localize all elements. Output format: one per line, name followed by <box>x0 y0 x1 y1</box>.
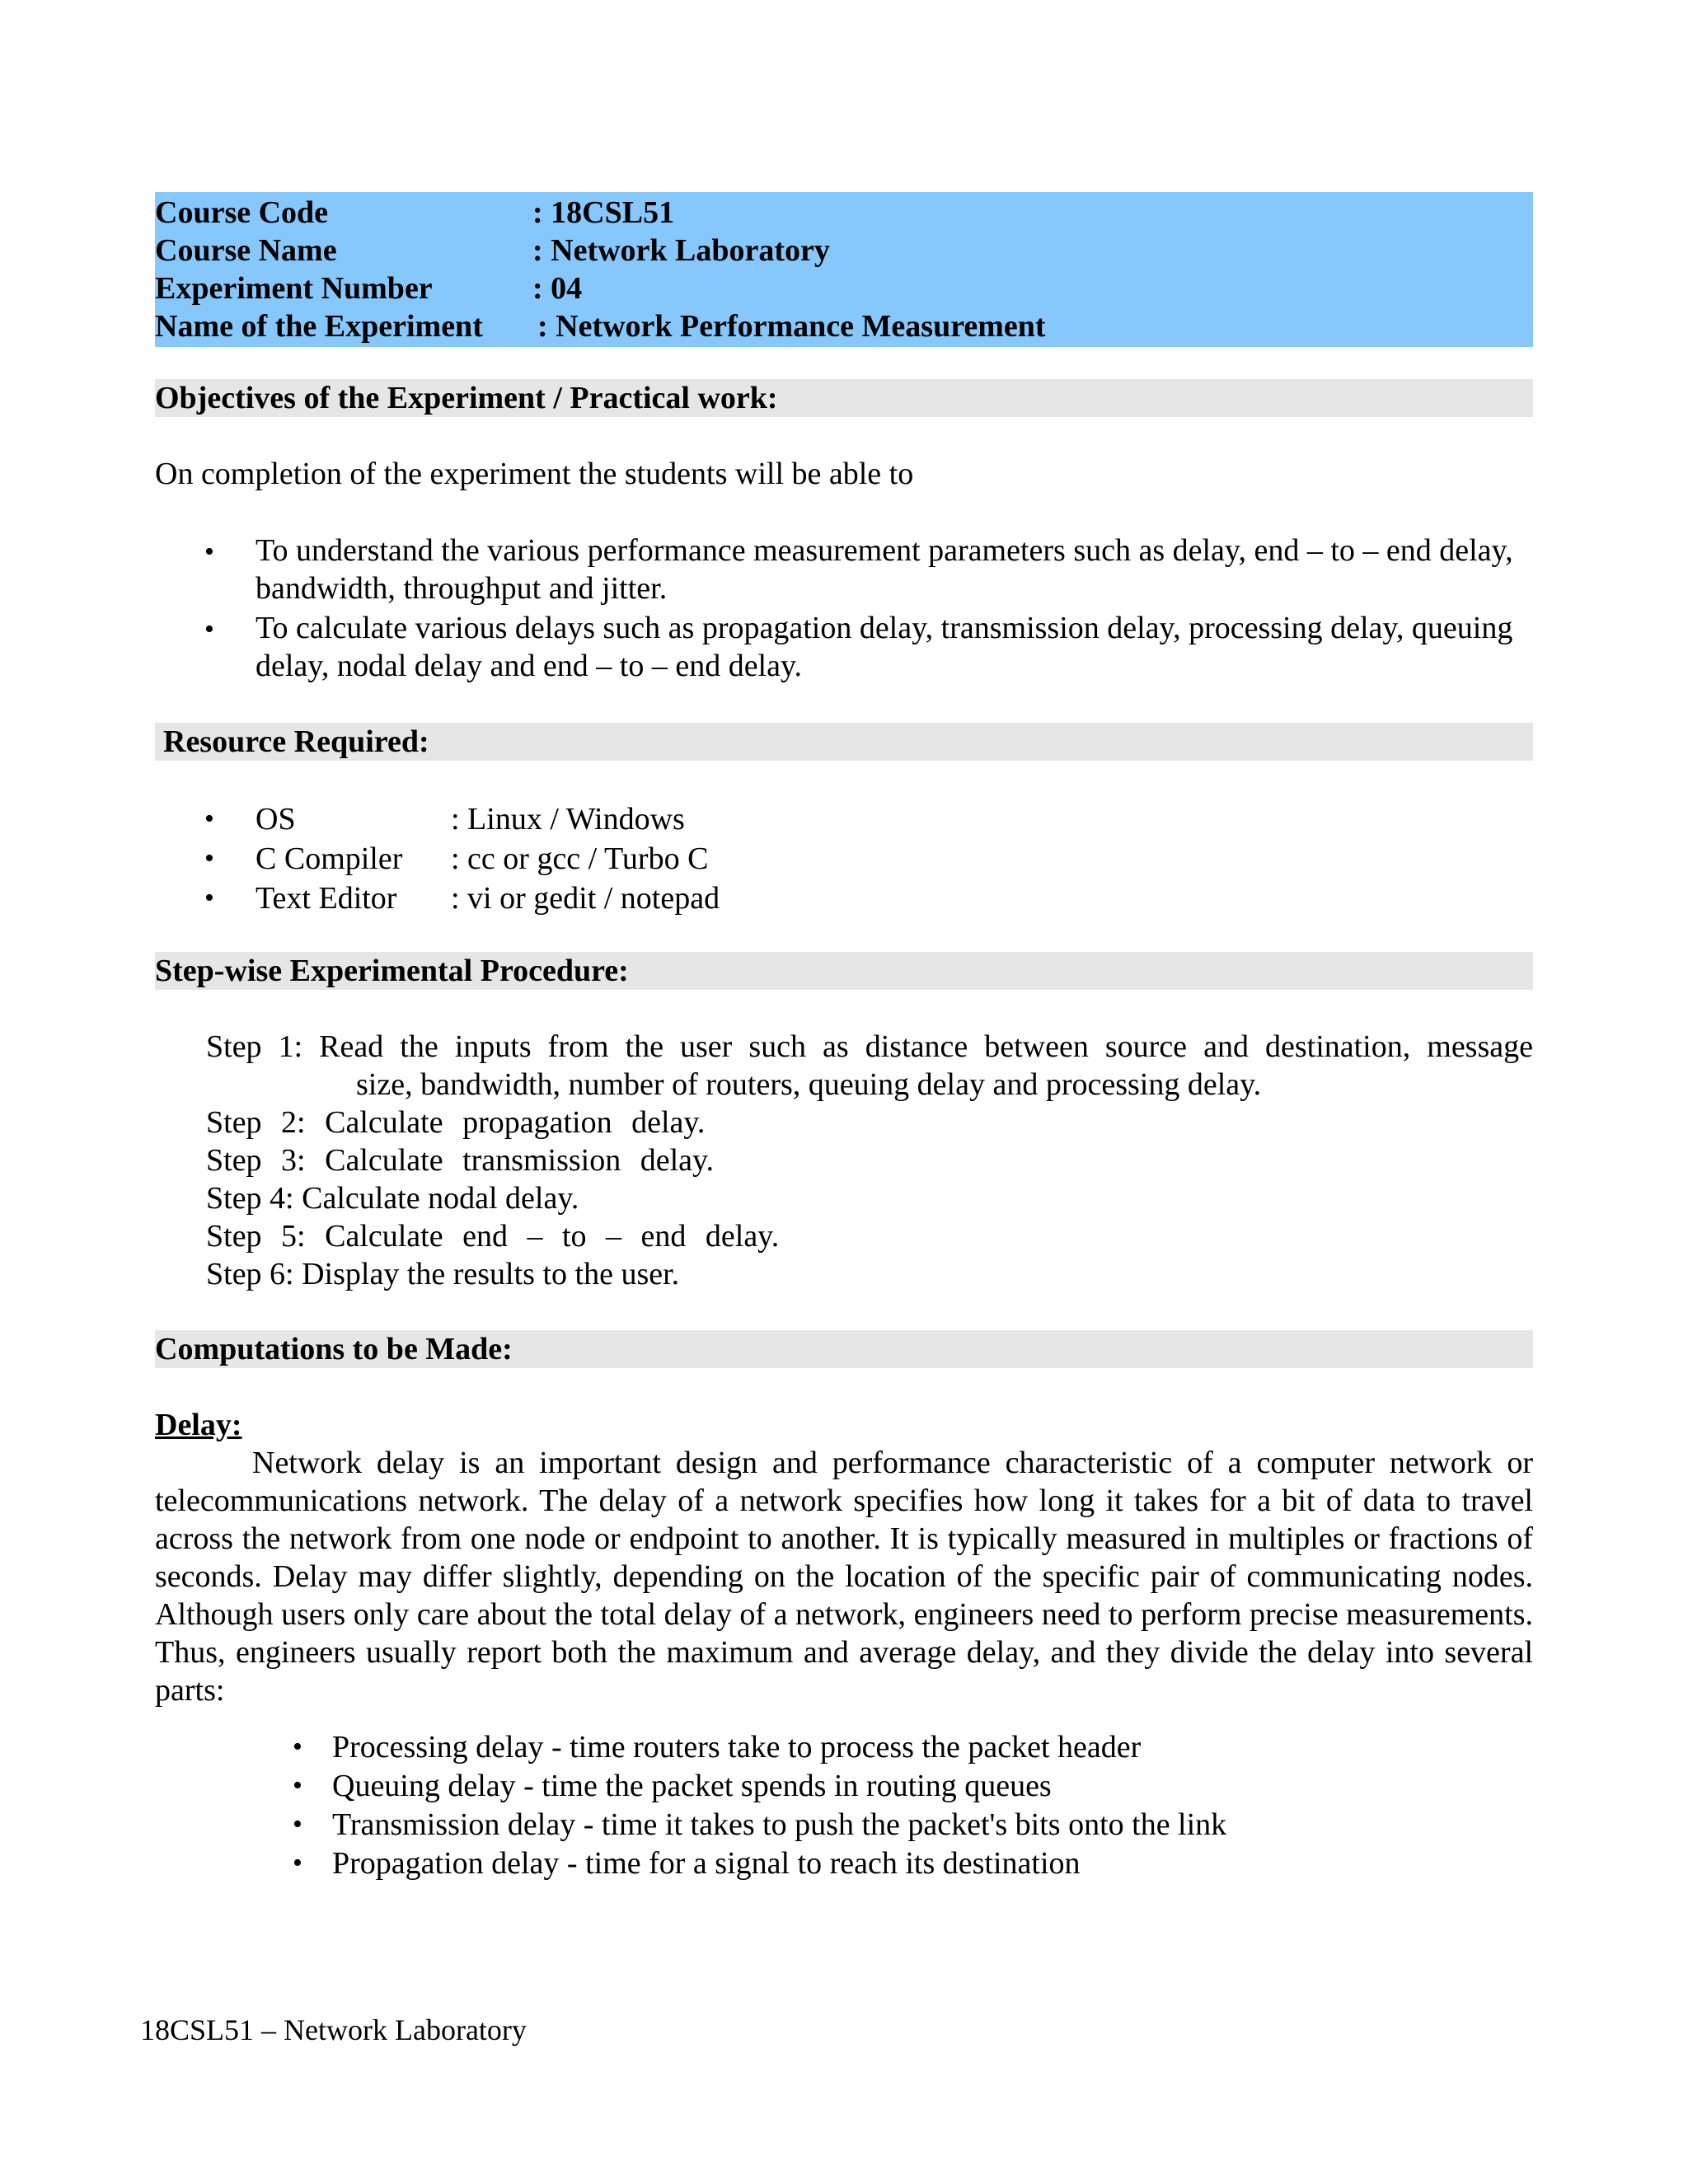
bullet-icon: • <box>293 1848 302 1878</box>
step-1-line-2: size, bandwidth, number of routers, queuing delay and processing delay. <box>356 1067 1262 1102</box>
bullet-icon: • <box>293 1809 302 1840</box>
step-1-line-1: Step 1: Read the inputs from the user such as distance between source and destination, message <box>206 1029 1533 1064</box>
list-item <box>204 532 1533 607</box>
list-item <box>204 799 1029 839</box>
header-value: : Network Performance Measurement <box>537 309 1046 344</box>
delay-part-text: Transmission delay - time it takes to push the packet's bits onto the link <box>332 1807 1227 1842</box>
bullet-icon: • <box>204 804 214 834</box>
delay-part-text: Queuing delay - time the packet spends in routing queues <box>332 1769 1052 1803</box>
resources-heading: Resource Required: <box>155 723 1533 761</box>
header-label: Course Code <box>155 195 329 230</box>
list-item <box>293 1728 1529 1767</box>
bullet-icon: • <box>293 1770 302 1801</box>
bullet-icon: • <box>204 883 214 913</box>
list-item <box>293 1806 1529 1844</box>
header-value: : 18CSL51 <box>532 195 675 230</box>
resource-name: Text Editor <box>256 881 397 916</box>
header-row-course-name <box>155 232 1533 269</box>
header-value: : Network Laboratory <box>532 233 830 268</box>
resource-value: : vi or gedit / notepad <box>451 881 720 916</box>
bullet-icon: • <box>204 614 214 644</box>
delay-part-text: Processing delay - time routers take to process the packet header <box>332 1730 1142 1765</box>
delay-section <box>155 1406 1533 1709</box>
bullet-icon: • <box>204 843 214 874</box>
list-item <box>293 1767 1529 1806</box>
step-2: Step 2: Calculate propagation delay. <box>206 1105 706 1140</box>
procedure-heading: Step-wise Experimental Procedure: <box>155 952 1533 990</box>
delay-parts-list <box>293 1728 1529 1883</box>
step-6: Step 6: Display the results to the user. <box>206 1257 680 1291</box>
page-footer: 18CSL51 – Network Laboratory <box>140 2013 527 2046</box>
resource-value: : Linux / Windows <box>451 802 685 837</box>
header-row-course-code <box>155 194 1533 232</box>
resources-list <box>204 799 1029 918</box>
header-label: Course Name <box>155 233 337 268</box>
bullet-icon: • <box>204 537 214 567</box>
list-item <box>204 879 1029 918</box>
procedure-steps <box>206 1028 1533 1293</box>
list-item <box>293 1844 1529 1883</box>
header-row-experiment-number <box>155 269 1533 307</box>
resource-name: C Compiler <box>256 841 403 876</box>
course-header-box <box>155 192 1533 347</box>
header-row-experiment-name <box>155 307 1533 345</box>
resource-value: : cc or gcc / Turbo C <box>451 841 709 876</box>
list-item <box>204 609 1533 685</box>
step-3: Step 3: Calculate transmission delay. <box>206 1143 715 1178</box>
computations-heading: Computations to be Made: <box>155 1330 1533 1368</box>
bullet-icon: • <box>293 1732 302 1762</box>
delay-paragraph: Network delay is an important design and performance characteristic of a computer network or telecommunications network. The delay of a network specifies how long it takes for a bit of data to travel across the network from one node or endpoint to another. It is typically measured in multiples or fractions of seconds. Delay may differ slightly, depending on the location of the specific pair of communicating nodes. Although users only care about the total delay of a network, engineers need to perform precise measurements. Thus, engineers usually report both the maximum and average delay, and they divide the delay into several parts: <box>155 1446 1533 1708</box>
header-value: : 04 <box>532 271 583 306</box>
header-label: Experiment Number <box>155 271 433 306</box>
step-4: Step 4: Calculate nodal delay. <box>206 1181 579 1216</box>
delay-title: Delay: <box>155 1408 242 1442</box>
objective-text: To calculate various delays such as propagation delay, transmission delay, processing delay, queuing delay, nodal delay and end – to – end delay. <box>256 611 1513 683</box>
step-5: Step 5: Calculate end – to – end delay. <box>206 1219 780 1254</box>
delay-part-text: Propagation delay - time for a signal to reach its destination <box>332 1846 1081 1881</box>
objectives-heading: Objectives of the Experiment / Practical work: <box>155 379 1533 417</box>
objective-text: To understand the various performance measurement parameters such as delay, end – to – end delay, bandwidth, throughput and jitter. <box>256 533 1513 606</box>
objectives-intro: On completion of the experiment the students will be able to <box>155 457 914 491</box>
list-item <box>204 839 1029 879</box>
header-label: Name of the Experiment <box>155 309 483 344</box>
objectives-list <box>204 532 1533 685</box>
resource-name: OS <box>256 802 296 837</box>
